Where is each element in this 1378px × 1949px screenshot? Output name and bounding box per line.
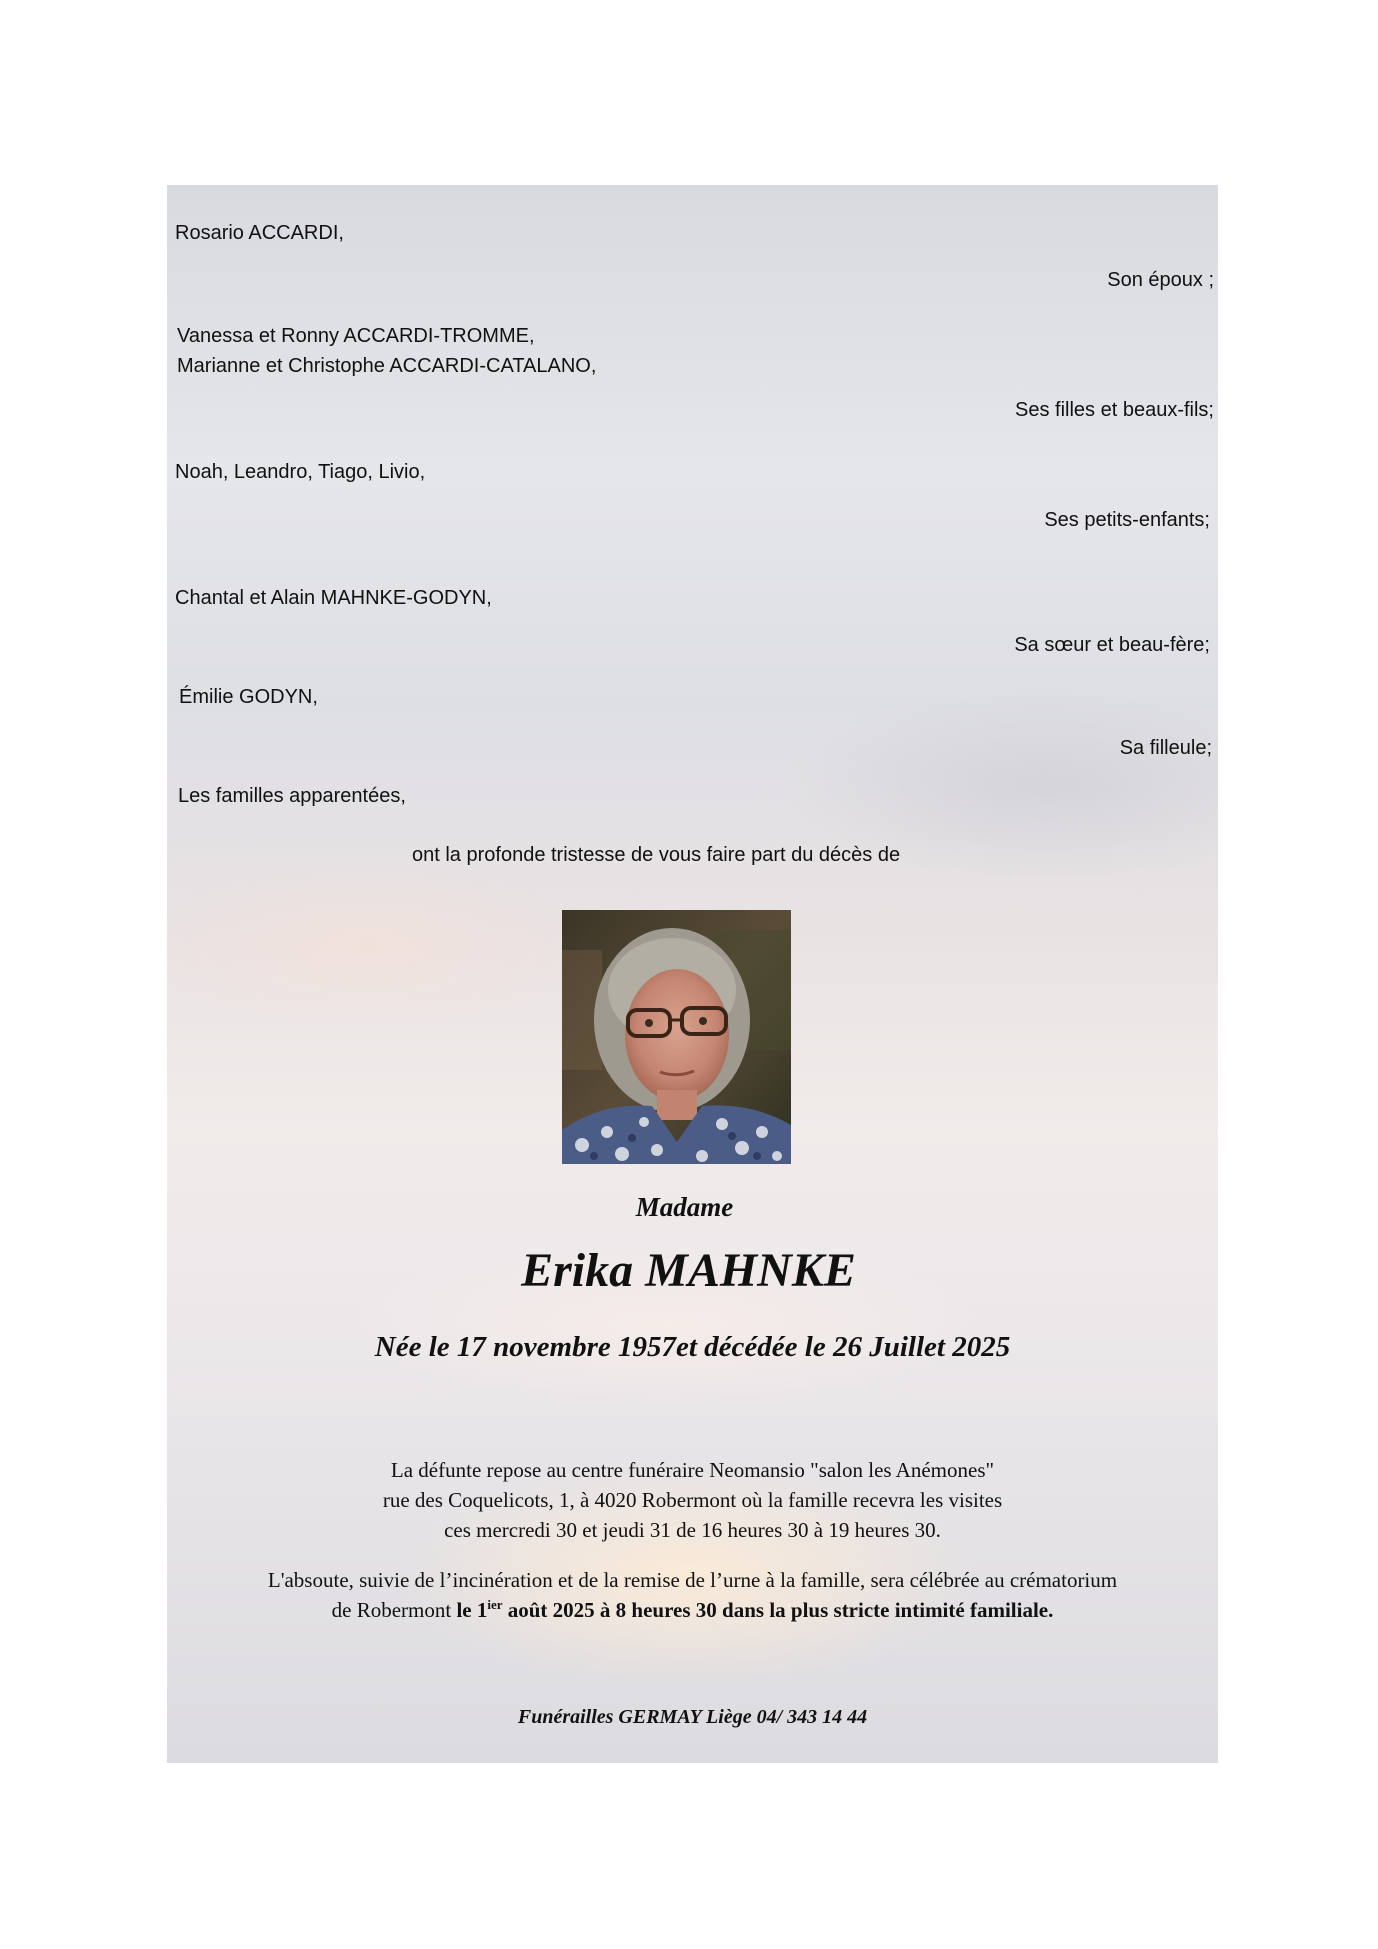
arrangements-line-1: La défunte repose au centre funéraire Neomansio "salon les Anémones" (390, 1458, 995, 1482)
ceremony-date-part-2: août 2025 à 8 heures 30 dans la plus stricte intimité familiale. (502, 1598, 1054, 1622)
goddaughter-name: Émilie GODYN, (179, 686, 318, 708)
goddaughter-role: Sa filleule; (1119, 737, 1212, 759)
ceremony-line-2 (167, 1595, 1218, 1625)
daughters-role: Ses filles et beaux-fils; (1015, 399, 1214, 421)
ceremony-date (456, 1598, 1053, 1622)
ceremony-line-1: L'absoute, suivie de l’incinération et de la remise de l’urne à la famille, sera célébrée au crématorium (267, 1568, 1118, 1592)
daughters-line-2: Marianne et Christophe ACCARDI-CATALANO, (177, 355, 597, 377)
arrangements-line-2: rue des Coquelicots, 1, à 4020 Robermont où la famille recevra les visites (382, 1488, 1003, 1512)
arrangements-line-3: ces mercredi 30 et jeudi 31 de 16 heures 30 à 19 heures 30. (444, 1518, 941, 1542)
ceremony-date-part-1: le 1 (456, 1598, 488, 1622)
grandchildren-names: Noah, Leandro, Tiago, Livio, (175, 461, 426, 483)
honorific: Madame (635, 1192, 734, 1222)
obituary-card (167, 185, 1218, 1763)
sister-names: Chantal et Alain MAHNKE-GODYN, (175, 587, 492, 609)
deceased-name: Erika MAHNKE (521, 1244, 856, 1297)
portrait-photo (562, 910, 791, 1164)
spouse-name: Rosario ACCARDI, (175, 222, 344, 244)
daughters-line-1: Vanessa et Ronny ACCARDI-TROMME, (177, 325, 535, 347)
spouse-role: Son époux ; (1107, 269, 1214, 291)
announcement-text: ont la profonde tristesse de vous faire part du décès de (412, 844, 901, 866)
grandchildren-role: Ses petits-enfants; (1044, 509, 1210, 531)
birth-death-dates: Née le 17 novembre 1957et décédée le 26 Juillet 2025 (374, 1331, 1011, 1363)
ceremony-prefix: de Robermont (331, 1598, 457, 1622)
related-families: Les familles apparentées, (178, 785, 406, 807)
sister-role: Sa sœur et beau-fère; (1014, 634, 1210, 656)
ceremony-ordinal: ier (487, 1597, 503, 1612)
funeral-home: Funérailles GERMAY Liège 04/ 343 14 44 (517, 1706, 868, 1728)
